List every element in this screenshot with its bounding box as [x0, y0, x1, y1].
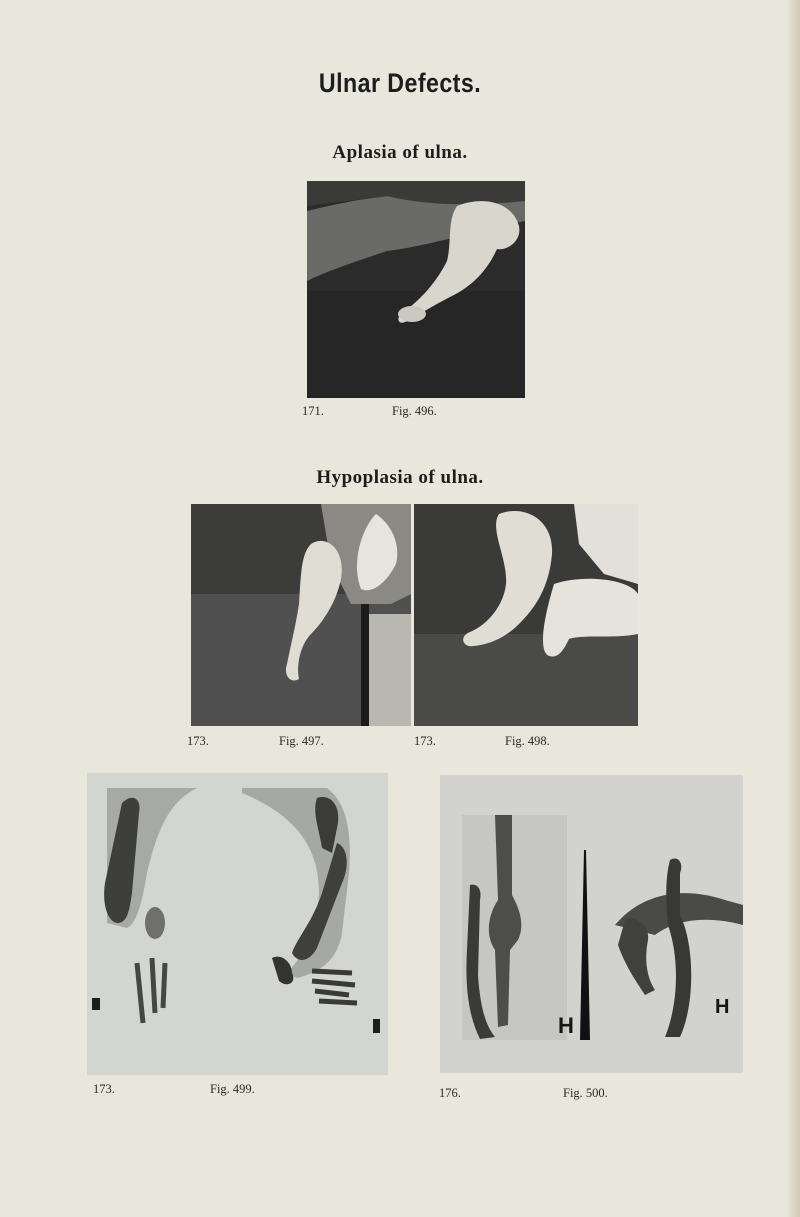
section-heading-hypoplasia: Hypoplasia of ulna.: [316, 467, 484, 488]
section-heading-aplasia: Aplasia of ulna.: [332, 142, 468, 163]
xray-marker-left: H: [558, 1013, 574, 1038]
photo-fig-498: [414, 504, 638, 726]
caption-case-499: 173.: [93, 1082, 115, 1096]
caption-label-497: Fig. 497.: [279, 734, 324, 748]
xray-marker-right: H: [715, 996, 730, 1018]
page-edge: [786, 0, 800, 1217]
xray-fig-500: [440, 775, 743, 1073]
caption-label-496: Fig. 496.: [392, 404, 437, 418]
caption-case-497: 173.: [187, 734, 209, 748]
page-title: Ulnar Defects.: [318, 68, 482, 98]
caption-label-499: Fig. 499.: [210, 1082, 255, 1096]
photo-fig-497: [191, 504, 411, 726]
caption-case-496: 171.: [302, 404, 324, 418]
caption-case-500: 176.: [439, 1086, 461, 1100]
caption-label-498: Fig. 498.: [505, 734, 550, 748]
caption-case-498: 173.: [414, 734, 436, 748]
caption-label-500: Fig. 500.: [563, 1086, 608, 1100]
photo-fig-496: [307, 181, 525, 398]
xray-fig-499: [87, 773, 388, 1075]
